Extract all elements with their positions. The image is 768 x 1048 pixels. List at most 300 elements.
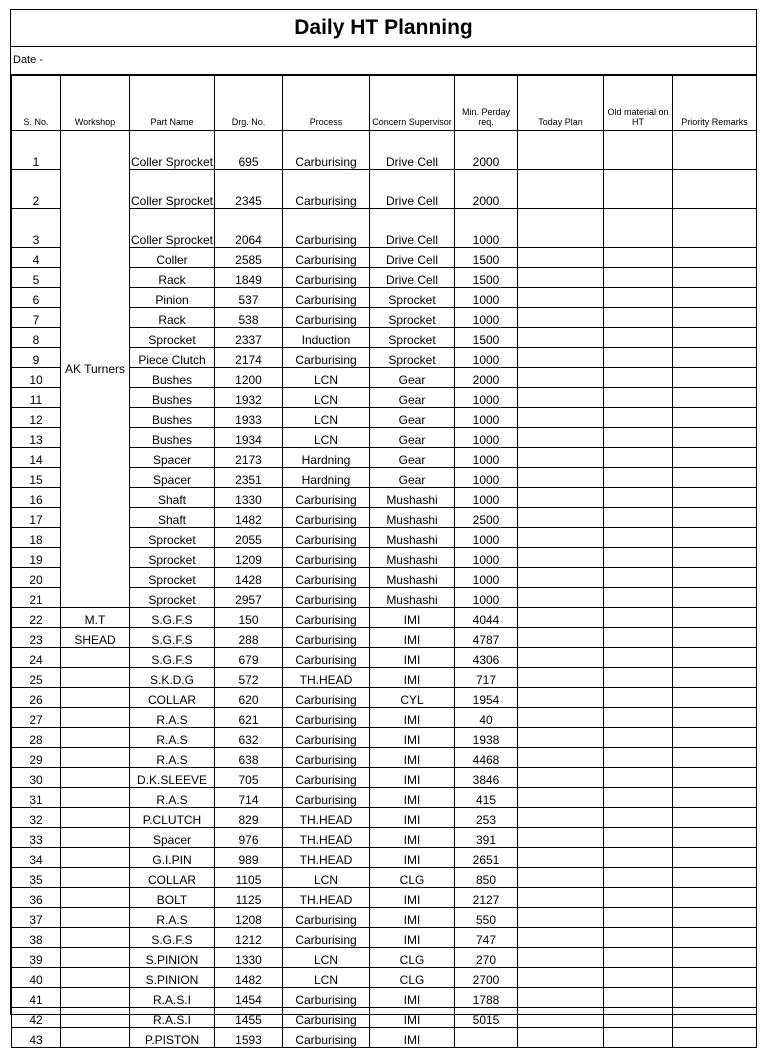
process-cell: TH.HEAD [283,828,370,848]
old-material-cell[interactable] [604,288,673,308]
today-plan-cell[interactable] [518,308,604,328]
sno-cell: 7 [12,308,61,328]
today-plan-cell[interactable] [518,628,604,648]
workshop-cell[interactable] [61,828,130,848]
sno-cell: 3 [12,209,61,248]
drg-no-cell: 2957 [215,588,283,608]
today-plan-cell[interactable] [518,428,604,448]
sno-cell: 41 [12,988,61,1008]
priority-remarks-cell[interactable] [673,728,757,748]
priority-remarks-cell[interactable] [673,848,757,868]
drg-no-cell: 621 [215,708,283,728]
priority-remarks-cell[interactable] [673,768,757,788]
priority-remarks-cell[interactable] [673,688,757,708]
old-material-cell[interactable] [604,348,673,368]
priority-remarks-cell[interactable] [673,209,757,248]
part-name-cell: Sprocket [130,548,215,568]
min-req-cell: 2127 [455,888,518,908]
process-cell: Carburising [283,728,370,748]
supervisor-cell: IMI [370,908,455,928]
min-req-cell: 1788 [455,988,518,1008]
today-plan-cell[interactable] [518,488,604,508]
workshop-cell[interactable] [61,768,130,788]
min-req-cell: 415 [455,788,518,808]
old-material-cell[interactable] [604,888,673,908]
min-req-cell: 1000 [455,209,518,248]
today-plan-cell[interactable] [518,908,604,928]
today-plan-cell[interactable] [518,728,604,748]
old-material-cell[interactable] [604,388,673,408]
table-row [12,808,757,828]
drg-no-cell: 1209 [215,548,283,568]
drg-no-cell: 695 [215,131,283,170]
drg-no-cell: 1593 [215,1028,283,1048]
old-material-cell[interactable] [604,368,673,388]
old-material-cell[interactable] [604,788,673,808]
old-material-cell[interactable] [604,548,673,568]
part-name-cell: R.A.S [130,788,215,808]
priority-remarks-cell[interactable] [673,988,757,1008]
workshop-cell[interactable] [61,888,130,908]
today-plan-cell[interactable] [518,209,604,248]
old-material-cell[interactable] [604,328,673,348]
table-row [12,131,757,170]
process-cell: LCN [283,948,370,968]
priority-remarks-cell[interactable] [673,548,757,568]
workshop-cell[interactable] [61,908,130,928]
today-plan-cell[interactable] [518,928,604,948]
old-material-cell[interactable] [604,828,673,848]
supervisor-cell: IMI [370,988,455,1008]
priority-remarks-cell[interactable] [673,448,757,468]
sno-cell: 30 [12,768,61,788]
sno-cell: 10 [12,368,61,388]
workshop-cell[interactable] [61,748,130,768]
priority-remarks-cell[interactable] [673,348,757,368]
priority-remarks-cell[interactable] [673,131,757,170]
workshop-cell[interactable] [61,708,130,728]
min-req-cell: 2651 [455,848,518,868]
table-row [12,948,757,968]
old-material-cell[interactable] [604,928,673,948]
old-material-cell[interactable] [604,628,673,648]
process-cell: Induction [283,328,370,348]
min-req-cell: 270 [455,948,518,968]
process-cell: Carburising [283,908,370,928]
priority-remarks-cell[interactable] [673,668,757,688]
planning-table [11,75,757,1048]
part-name-cell: Piece Clutch [130,348,215,368]
today-plan-cell[interactable] [518,548,604,568]
part-name-cell: S.G.F.S [130,608,215,628]
today-plan-cell[interactable] [518,748,604,768]
drg-no-cell: 1849 [215,268,283,288]
sno-cell: 15 [12,468,61,488]
priority-remarks-cell[interactable] [673,408,757,428]
today-plan-cell[interactable] [518,468,604,488]
supervisor-cell: Gear [370,388,455,408]
min-req-cell: 1000 [455,548,518,568]
sno-cell: 16 [12,488,61,508]
table-row [12,668,757,688]
today-plan-cell[interactable] [518,1008,604,1028]
priority-remarks-cell[interactable] [673,908,757,928]
part-name-cell: R.A.S [130,728,215,748]
min-req-cell: 1000 [455,428,518,448]
today-plan-cell[interactable] [518,688,604,708]
old-material-cell[interactable] [604,508,673,528]
part-name-cell: Sprocket [130,328,215,348]
drg-no-cell: 1208 [215,908,283,928]
process-cell: TH.HEAD [283,808,370,828]
old-material-cell[interactable] [604,768,673,788]
old-material-cell[interactable] [604,708,673,728]
drg-no-cell: 1125 [215,888,283,908]
process-cell: Carburising [283,131,370,170]
old-material-cell[interactable] [604,209,673,248]
supervisor-cell: IMI [370,608,455,628]
priority-remarks-cell[interactable] [673,308,757,328]
planning-table-wrapper [11,75,756,1048]
today-plan-cell[interactable] [518,248,604,268]
workshop-cell[interactable] [61,968,130,988]
drg-no-cell: 705 [215,768,283,788]
priority-remarks-cell[interactable] [673,708,757,728]
today-plan-cell[interactable] [518,668,604,688]
sno-cell: 25 [12,668,61,688]
min-req-cell: 253 [455,808,518,828]
sheet-title: Daily HT Planning [11,10,756,47]
min-req-cell: 2000 [455,170,518,209]
supervisor-cell: Drive Cell [370,209,455,248]
today-plan-cell[interactable] [518,408,604,428]
sno-cell: 38 [12,928,61,948]
today-plan-cell[interactable] [518,268,604,288]
priority-remarks-cell[interactable] [673,968,757,988]
col-header-workshop: Workshop [61,76,130,131]
workshop-cell[interactable] [61,848,130,868]
table-body [12,131,757,1048]
workshop-cell[interactable] [61,788,130,808]
priority-remarks-cell[interactable] [673,828,757,848]
priority-remarks-cell[interactable] [673,468,757,488]
part-name-cell: Sprocket [130,568,215,588]
supervisor-cell: IMI [370,928,455,948]
drg-no-cell: 976 [215,828,283,848]
sno-cell: 35 [12,868,61,888]
workshop-cell[interactable] [61,668,130,688]
today-plan-cell[interactable] [518,948,604,968]
old-material-cell[interactable] [604,568,673,588]
drg-no-cell: 2345 [215,170,283,209]
workshop-cell[interactable] [61,728,130,748]
part-name-cell: D.K.SLEEVE [130,768,215,788]
today-plan-cell[interactable] [518,648,604,668]
workshop-cell[interactable] [61,1028,130,1048]
old-material-cell[interactable] [604,988,673,1008]
date-field[interactable] [11,47,756,75]
priority-remarks-cell[interactable] [673,428,757,448]
workshop-cell: AK Turners [61,131,130,608]
ht-planning-sheet [10,9,757,1047]
process-cell: Carburising [283,508,370,528]
priority-remarks-cell[interactable] [673,648,757,668]
min-req-cell: 2000 [455,368,518,388]
part-name-cell: S.G.F.S [130,928,215,948]
workshop-cell: SHEAD [61,628,130,648]
min-req-cell: 2700 [455,968,518,988]
old-material-cell[interactable] [604,608,673,628]
today-plan-cell[interactable] [518,528,604,548]
table-row [12,828,757,848]
process-cell: Carburising [283,288,370,308]
drg-no-cell: 1200 [215,368,283,388]
old-material-cell[interactable] [604,748,673,768]
drg-no-cell: 150 [215,608,283,628]
process-cell: Hardning [283,448,370,468]
part-name-cell: G.I.PIN [130,848,215,868]
today-plan-cell[interactable] [518,848,604,868]
old-material-cell[interactable] [604,668,673,688]
sno-cell: 14 [12,448,61,468]
today-plan-cell[interactable] [518,828,604,848]
process-cell: Carburising [283,1028,370,1048]
drg-no-cell: 1428 [215,568,283,588]
supervisor-cell: IMI [370,768,455,788]
workshop-cell[interactable] [61,688,130,708]
priority-remarks-cell[interactable] [673,568,757,588]
supervisor-cell: CLG [370,868,455,888]
workshop-cell[interactable] [61,648,130,668]
sno-cell: 32 [12,808,61,828]
process-cell: Carburising [283,708,370,728]
priority-remarks-cell[interactable] [673,248,757,268]
col-header-process: Process [283,76,370,131]
old-material-cell[interactable] [604,488,673,508]
priority-remarks-cell[interactable] [673,508,757,528]
process-cell: LCN [283,968,370,988]
drg-no-cell: 1454 [215,988,283,1008]
sno-cell: 22 [12,608,61,628]
drg-no-cell: 1482 [215,968,283,988]
today-plan-cell[interactable] [518,288,604,308]
supervisor-cell: IMI [370,708,455,728]
sno-cell: 28 [12,728,61,748]
today-plan-cell[interactable] [518,328,604,348]
supervisor-cell: IMI [370,648,455,668]
old-material-cell[interactable] [604,968,673,988]
priority-remarks-cell[interactable] [673,328,757,348]
priority-remarks-cell[interactable] [673,628,757,648]
part-name-cell: Coller Sprocket [130,131,215,170]
old-material-cell[interactable] [604,848,673,868]
today-plan-cell[interactable] [518,608,604,628]
part-name-cell: COLLAR [130,868,215,888]
drg-no-cell: 1933 [215,408,283,428]
today-plan-cell[interactable] [518,348,604,368]
supervisor-cell: IMI [370,828,455,848]
priority-remarks-cell[interactable] [673,928,757,948]
old-material-cell[interactable] [604,908,673,928]
today-plan-cell[interactable] [518,368,604,388]
part-name-cell: Coller Sprocket [130,209,215,248]
process-cell: Carburising [283,248,370,268]
sno-cell: 29 [12,748,61,768]
part-name-cell: S.PINION [130,948,215,968]
old-material-cell[interactable] [604,248,673,268]
today-plan-cell[interactable] [518,131,604,170]
priority-remarks-cell[interactable] [673,488,757,508]
old-material-cell[interactable] [604,408,673,428]
part-name-cell: Spacer [130,828,215,848]
min-req-cell: 2500 [455,508,518,528]
min-req-cell: 1938 [455,728,518,748]
priority-remarks-cell[interactable] [673,1028,757,1048]
priority-remarks-cell[interactable] [673,368,757,388]
supervisor-cell: Mushashi [370,588,455,608]
drg-no-cell: 632 [215,728,283,748]
workshop-cell[interactable] [61,988,130,1008]
today-plan-cell[interactable] [518,170,604,209]
priority-remarks-cell[interactable] [673,388,757,408]
part-name-cell: BOLT [130,888,215,908]
old-material-cell[interactable] [604,131,673,170]
today-plan-cell[interactable] [518,588,604,608]
table-row [12,708,757,728]
table-row [12,728,757,748]
old-material-cell[interactable] [604,308,673,328]
today-plan-cell[interactable] [518,1028,604,1048]
supervisor-cell: Drive Cell [370,131,455,170]
min-req-cell: 2000 [455,131,518,170]
priority-remarks-cell[interactable] [673,788,757,808]
today-plan-cell[interactable] [518,968,604,988]
old-material-cell[interactable] [604,1028,673,1048]
old-material-cell[interactable] [604,648,673,668]
supervisor-cell: Sprocket [370,288,455,308]
today-plan-cell[interactable] [518,768,604,788]
today-plan-cell[interactable] [518,808,604,828]
min-req-cell: 1000 [455,568,518,588]
min-req-cell: 1954 [455,688,518,708]
priority-remarks-cell[interactable] [673,588,757,608]
part-name-cell: P.CLUTCH [130,808,215,828]
supervisor-cell: IMI [370,1028,455,1048]
priority-remarks-cell[interactable] [673,608,757,628]
table-row [12,788,757,808]
today-plan-cell[interactable] [518,988,604,1008]
drg-no-cell: 2055 [215,528,283,548]
workshop-cell[interactable] [61,1008,130,1028]
col-header-drg-no: Drg. No. [215,76,283,131]
today-plan-cell[interactable] [518,888,604,908]
min-req-cell: 4787 [455,628,518,648]
drg-no-cell: 1934 [215,428,283,448]
supervisor-cell: IMI [370,888,455,908]
part-name-cell: Rack [130,308,215,328]
drg-no-cell: 829 [215,808,283,828]
priority-remarks-cell[interactable] [673,1008,757,1028]
min-req-cell: 1000 [455,468,518,488]
process-cell: Carburising [283,608,370,628]
min-req-cell: 4306 [455,648,518,668]
workshop-cell[interactable] [61,808,130,828]
min-req-cell: 1000 [455,528,518,548]
process-cell: Carburising [283,548,370,568]
table-row [12,748,757,768]
sno-cell: 20 [12,568,61,588]
sno-cell: 11 [12,388,61,408]
old-material-cell[interactable] [604,688,673,708]
old-material-cell[interactable] [604,1008,673,1028]
today-plan-cell[interactable] [518,448,604,468]
supervisor-cell: Mushashi [370,568,455,588]
min-req-cell: 1500 [455,248,518,268]
old-material-cell[interactable] [604,868,673,888]
part-name-cell: Bushes [130,388,215,408]
old-material-cell[interactable] [604,268,673,288]
today-plan-cell[interactable] [518,788,604,808]
priority-remarks-cell[interactable] [673,170,757,209]
old-material-cell[interactable] [604,948,673,968]
supervisor-cell: CLG [370,968,455,988]
today-plan-cell[interactable] [518,508,604,528]
today-plan-cell[interactable] [518,868,604,888]
priority-remarks-cell[interactable] [673,288,757,308]
old-material-cell[interactable] [604,728,673,748]
old-material-cell[interactable] [604,468,673,488]
priority-remarks-cell[interactable] [673,268,757,288]
supervisor-cell: Gear [370,468,455,488]
workshop-cell[interactable] [61,948,130,968]
workshop-cell[interactable] [61,868,130,888]
table-row [12,1008,757,1028]
process-cell: Carburising [283,988,370,1008]
process-cell: LCN [283,368,370,388]
sno-cell: 23 [12,628,61,648]
table-row [12,1028,757,1048]
supervisor-cell: Gear [370,428,455,448]
sno-cell: 6 [12,288,61,308]
min-req-cell: 1000 [455,588,518,608]
part-name-cell: COLLAR [130,688,215,708]
process-cell: TH.HEAD [283,888,370,908]
old-material-cell[interactable] [604,170,673,209]
old-material-cell[interactable] [604,428,673,448]
old-material-cell[interactable] [604,808,673,828]
today-plan-cell[interactable] [518,568,604,588]
drg-no-cell: 1212 [215,928,283,948]
priority-remarks-cell[interactable] [673,528,757,548]
min-req-cell: 1500 [455,268,518,288]
part-name-cell: R.A.S.I [130,1008,215,1028]
supervisor-cell: IMI [370,848,455,868]
workshop-cell[interactable] [61,928,130,948]
priority-remarks-cell[interactable] [673,948,757,968]
old-material-cell[interactable] [604,448,673,468]
priority-remarks-cell[interactable] [673,868,757,888]
old-material-cell[interactable] [604,588,673,608]
workshop-cell: M.T [61,608,130,628]
table-row [12,628,757,648]
today-plan-cell[interactable] [518,388,604,408]
supervisor-cell: Gear [370,448,455,468]
priority-remarks-cell[interactable] [673,808,757,828]
old-material-cell[interactable] [604,528,673,548]
priority-remarks-cell[interactable] [673,748,757,768]
priority-remarks-cell[interactable] [673,888,757,908]
today-plan-cell[interactable] [518,708,604,728]
